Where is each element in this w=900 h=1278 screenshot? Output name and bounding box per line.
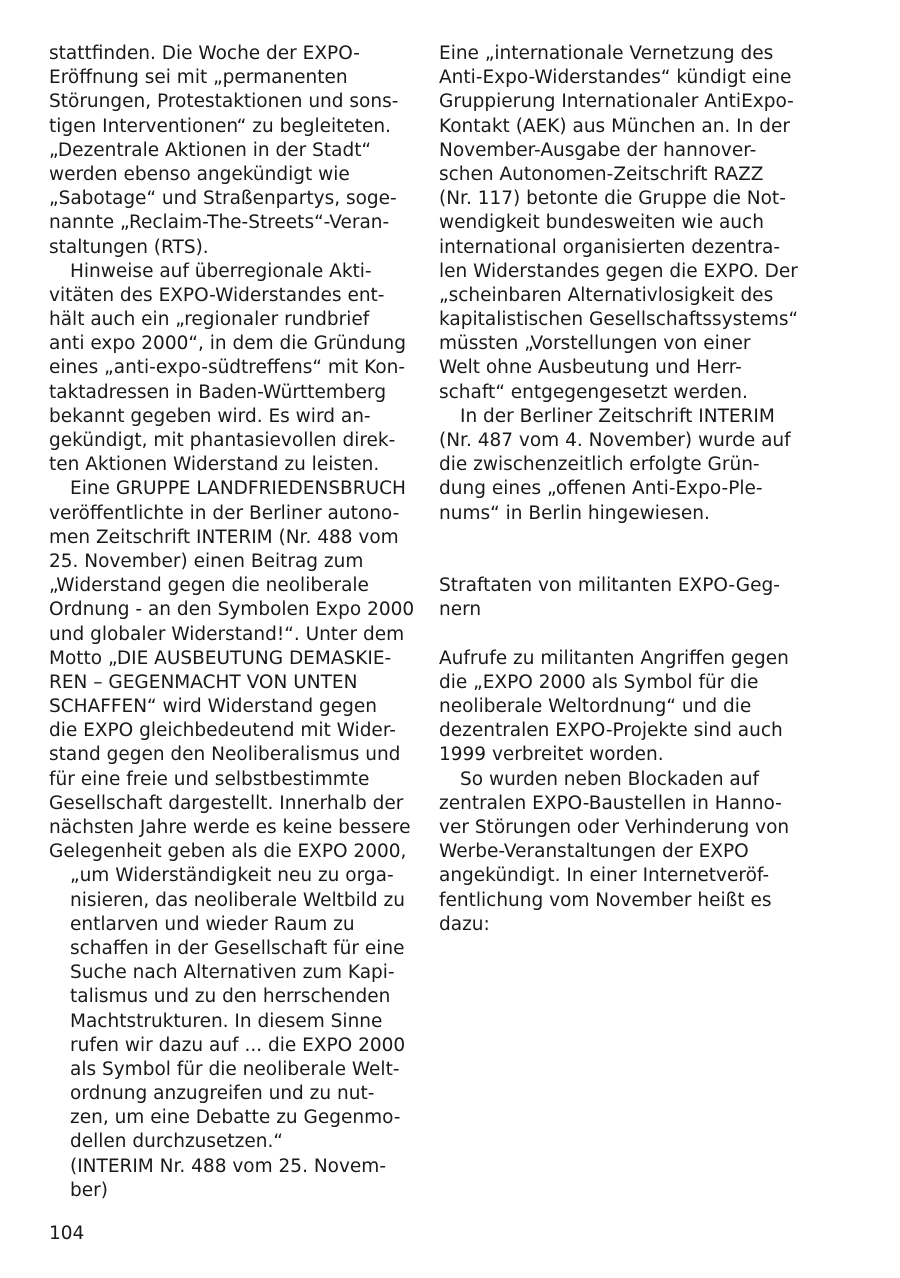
text-line: angekündigt. In einer Internetveröf- — [439, 865, 770, 887]
text-line: eines „anti-expo-südtreffens“ mit Kon- — [49, 357, 406, 379]
text-line: Anti-Expo-Widerstandes“ kündigt eine — [439, 67, 792, 89]
text-line: In der Berliner Zeitschrift INTERIM — [460, 405, 775, 427]
quote-line: ordnung anzugreifen und zu nut- — [70, 1083, 375, 1105]
spacer — [439, 623, 811, 647]
quote-line: Machtstrukturen. In diesem Sinne — [70, 1010, 383, 1032]
paragraph — [49, 260, 409, 478]
quote-line: nisieren, das neoliberale Weltbild zu — [70, 889, 405, 911]
text-line: nums“ in Berlin hingewiesen. — [439, 502, 710, 524]
text-line: „Dezentrale Aktionen in der Stadt“ — [49, 139, 372, 161]
text-line: Gruppierung Internationaler AntiExpo- — [439, 91, 794, 113]
text-line: neoliberale Weltordnung“ und die — [439, 696, 752, 718]
text-line: gekündigt, mit phantasievollen direk- — [49, 430, 396, 451]
right-column — [439, 42, 811, 937]
citation-line: ber) — [70, 1179, 108, 1201]
quote-line: als Symbol für die neoliberale Welt- — [70, 1058, 400, 1080]
text-line: Werbe-Veranstaltungen der EXPO — [439, 841, 749, 863]
text-line: zentralen EXPO-Baustellen in Hanno- — [439, 792, 782, 814]
text-line: und globaler Widerstand!“. Unter dem — [49, 623, 405, 645]
text-line: werden ebenso angekündigt wie — [49, 163, 350, 185]
text-line: fentlichung vom November heißt es — [439, 889, 772, 911]
text-line: Ordnung - an den Symbolen Expo 2000 — [49, 599, 415, 621]
text-line: Gelegenheit geben als die EXPO 2000, — [49, 841, 407, 863]
text-line: schen Autonomen-Zeitschrift RAZZ — [439, 163, 764, 185]
spacer — [439, 526, 811, 574]
text-line: SCHAFFEN“ wird Widerstand gegen — [49, 696, 377, 718]
text-line: stattfinden. Die Woche der EXPO- — [49, 43, 360, 64]
text-line: die „EXPO 2000 als Symbol für die — [439, 671, 759, 693]
text-line: anti expo 2000“, in dem die Gründung — [49, 333, 406, 355]
text-line: REN – GEGENMACHT VON UNTEN — [49, 671, 358, 693]
text-line: Gesellschaft dargestellt. Innerhalb der — [49, 792, 404, 814]
text-line: 1999 verbreitet worden. — [439, 744, 664, 766]
text-line: Welt ohne Ausbeutung und Herr- — [439, 357, 742, 379]
text-line: men Zeitschrift INTERIM (Nr. 488 vom — [49, 526, 399, 548]
text-line: Eine GRUPPE LANDFRIEDENSBRUCH — [70, 478, 406, 500]
text-line: nannte „Reclaim-The-Streets“-Veran- — [49, 212, 390, 234]
text-line: wendigkeit bundesweiten wie auch — [439, 212, 764, 234]
left-column — [49, 42, 415, 1203]
text-line: die zwischenzeitlich erfolgte Grün- — [439, 454, 760, 476]
text-line: nächsten Jahre werde es keine bessere — [49, 817, 411, 838]
text-line: ver Störungen oder Verhinderung von — [439, 817, 790, 839]
text-line: vitäten des EXPO-Widerstandes ent- — [49, 284, 385, 306]
text-line: schaft“ entgegengesetzt werden. — [439, 381, 748, 403]
text-line: bekannt gegeben wird. Es wird an- — [49, 405, 371, 427]
text-line: staltungen (RTS). — [49, 236, 209, 258]
text-line: Störungen, Protestaktionen und sons- — [49, 91, 399, 113]
block-quote — [49, 864, 409, 1154]
text-line: len Widerstandes gegen die EXPO. Der — [439, 260, 798, 282]
paragraph — [439, 647, 811, 768]
text-line: die EXPO gleichbedeutend mit Wider- — [49, 720, 396, 742]
paragraph — [439, 768, 811, 937]
quote-citation — [49, 1155, 409, 1203]
quote-line: entlarven und wieder Raum zu — [70, 913, 355, 935]
text-line: „Sabotage“ und Straßenpartys, soge- — [49, 188, 397, 210]
text-line: Motto „DIE AUSBEUTUNG DEMASKIE- — [49, 647, 392, 669]
text-line: 25. November) einen Beitrag zum — [49, 550, 364, 572]
section-heading — [439, 574, 811, 622]
text-line: dung eines „offenen Anti-Expo-Ple- — [439, 478, 763, 500]
quote-line: rufen wir dazu auf ... die EXPO 2000 — [70, 1034, 406, 1056]
quote-line: schaffen in der Gesellschaft für eine — [70, 937, 405, 959]
paragraph — [49, 42, 409, 260]
quote-line: „um Widerständigkeit neu zu orga- — [70, 865, 394, 887]
quote-line: zen, um eine Debatte zu Gegenmo- — [70, 1107, 401, 1129]
text-line: veröffentlichte in der Berliner autono- — [49, 502, 400, 524]
text-line: stand gegen den Neoliberalismus und — [49, 744, 401, 766]
text-line: müssten „Vorstellungen von einer — [439, 333, 751, 355]
paragraph — [49, 477, 415, 864]
text-line: international organisierten dezentra- — [439, 236, 781, 258]
text-line: (Nr. 487 vom 4. November) wurde auf — [439, 430, 791, 451]
text-line: November-Ausgabe der hannover- — [439, 139, 757, 161]
text-line: „scheinbaren Alternativlosigkeit des — [439, 284, 774, 306]
text-line: (Nr. 117) betonte die Gruppe die Not- — [439, 188, 786, 210]
text-line: tigen Interventionen“ zu begleiteten. — [49, 115, 391, 137]
heading-line: Straftaten von militanten EXPO-Geg- — [439, 575, 780, 597]
text-line: hält auch ein „regionaler rundbrief — [49, 309, 370, 331]
page-number: 104 — [49, 1223, 85, 1244]
quote-line: dellen durchzusetzen.“ — [70, 1131, 283, 1153]
citation-line: (INTERIM Nr. 488 vom 25. Novem- — [70, 1155, 387, 1177]
text-line: dazu: — [439, 913, 490, 935]
text-line: taktadressen in Baden-Württemberg — [49, 381, 387, 403]
text-line: dezentralen EXPO-Projekte sind auch — [439, 720, 783, 742]
text-line: „Widerstand gegen die neoliberale — [49, 575, 369, 597]
text-line: So wurden neben Blockaden auf — [460, 768, 759, 790]
heading-line: nern — [439, 599, 482, 621]
text-line: Aufrufe zu militanten Angriffen gegen — [439, 647, 789, 669]
quote-line: talismus und zu den herrschenden — [70, 986, 391, 1008]
text-line: Kontakt (AEK) aus München an. In der — [439, 115, 790, 137]
text-line: kapitalistischen Gesellschaftssystems“ — [439, 309, 799, 331]
text-line: Hinweise auf überregionale Akti- — [70, 260, 372, 282]
text-line: für eine freie und selbstbestimmte — [49, 768, 370, 790]
text-line: Eröffnung sei mit „permanenten — [49, 67, 348, 89]
text-line: ten Aktionen Widerstand zu leisten. — [49, 454, 380, 476]
paragraph — [439, 42, 811, 405]
quote-line: Suche nach Alternativen zum Kapi- — [70, 962, 395, 984]
paragraph — [439, 405, 811, 526]
text-line: Eine „internationale Vernetzung des — [439, 43, 774, 64]
